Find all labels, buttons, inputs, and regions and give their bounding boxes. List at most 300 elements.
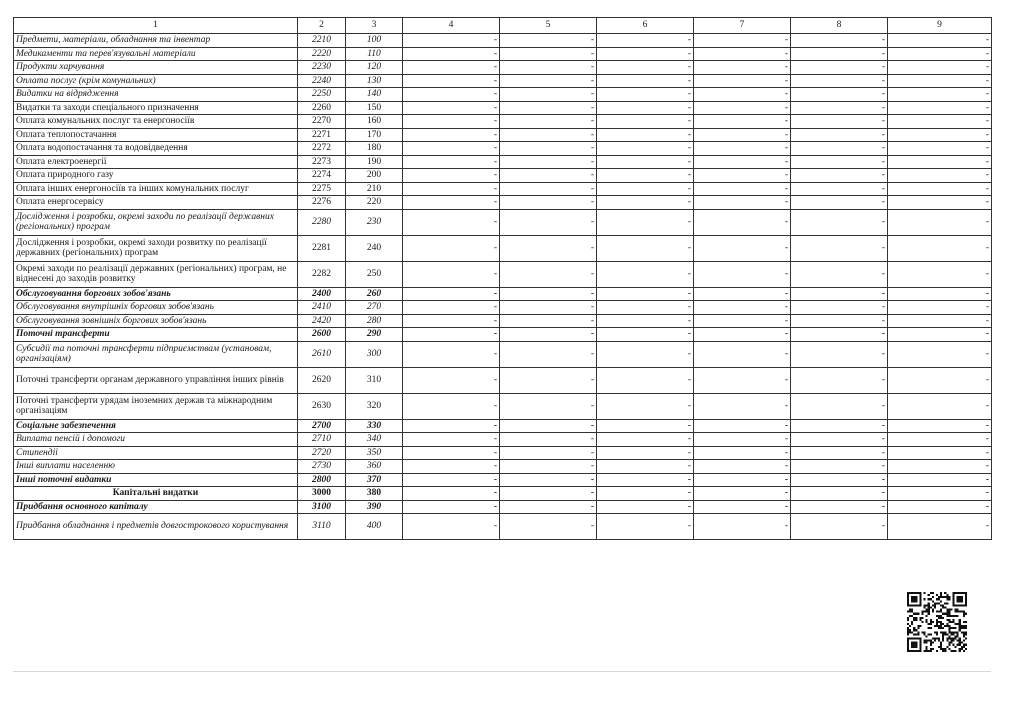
table-row (14, 261, 992, 287)
row-value-cell: - (694, 341, 791, 367)
row-value-cell: - (403, 61, 500, 75)
table-row (14, 328, 992, 342)
row-value-cell: - (500, 101, 597, 115)
row-line-number: 150 (346, 101, 403, 115)
row-value-cell: - (888, 446, 992, 460)
row-value-cell: - (403, 419, 500, 433)
row-line-number: 100 (346, 34, 403, 48)
row-value-cell: - (791, 142, 888, 156)
row-line-number: 210 (346, 182, 403, 196)
row-value-cell: - (791, 460, 888, 474)
row-line-number: 350 (346, 446, 403, 460)
row-value-cell: - (694, 101, 791, 115)
row-value-cell: - (500, 433, 597, 447)
row-kekv-code: 3100 (298, 500, 346, 514)
row-value-cell: - (500, 367, 597, 393)
row-value-cell: - (597, 155, 694, 169)
row-value-cell: - (403, 328, 500, 342)
table-row (14, 419, 992, 433)
row-value-cell: - (791, 419, 888, 433)
row-value-cell: - (888, 419, 992, 433)
row-line-number: 250 (346, 261, 403, 287)
row-value-cell: - (403, 367, 500, 393)
row-value-cell: - (500, 34, 597, 48)
row-line-number: 260 (346, 287, 403, 301)
row-value-cell: - (500, 446, 597, 460)
row-value-cell: - (888, 101, 992, 115)
row-value-cell: - (403, 101, 500, 115)
row-item-name: Продукти харчування (14, 61, 298, 75)
row-value-cell: - (597, 514, 694, 540)
row-kekv-code: 2220 (298, 47, 346, 61)
row-value-cell: - (500, 61, 597, 75)
row-value-cell: - (403, 433, 500, 447)
table-row (14, 142, 992, 156)
row-item-name: Поточні трансферти органам державного управління інших рівнів (14, 367, 298, 393)
table-row (14, 196, 992, 210)
row-value-cell: - (500, 196, 597, 210)
row-item-name: Придбання обладнання і предметів довгострокового користування (14, 514, 298, 540)
row-value-cell: - (888, 155, 992, 169)
row-line-number: 110 (346, 47, 403, 61)
column-header: 5 (500, 18, 597, 34)
row-kekv-code: 2610 (298, 341, 346, 367)
row-item-name: Обслуговування боргових зобов'язань (14, 287, 298, 301)
row-value-cell: - (597, 115, 694, 129)
row-item-name: Оплата електроенергії (14, 155, 298, 169)
row-value-cell: - (694, 287, 791, 301)
row-item-name: Оплата природного газу (14, 169, 298, 183)
row-value-cell: - (403, 261, 500, 287)
table-row (14, 341, 992, 367)
row-value-cell: - (791, 314, 888, 328)
row-value-cell: - (403, 128, 500, 142)
row-value-cell: - (888, 128, 992, 142)
row-line-number: 200 (346, 169, 403, 183)
row-value-cell: - (888, 487, 992, 501)
table-row (14, 500, 992, 514)
row-kekv-code: 2710 (298, 433, 346, 447)
row-item-name: Інші поточні видатки (14, 473, 298, 487)
row-value-cell: - (500, 419, 597, 433)
row-value-cell: - (791, 301, 888, 315)
row-value-cell: - (597, 196, 694, 210)
column-header: 9 (888, 18, 992, 34)
row-value-cell: - (597, 419, 694, 433)
row-kekv-code: 2620 (298, 367, 346, 393)
row-value-cell: - (597, 182, 694, 196)
row-value-cell: - (791, 487, 888, 501)
row-value-cell: - (694, 47, 791, 61)
row-value-cell: - (791, 235, 888, 261)
row-value-cell: - (791, 47, 888, 61)
row-value-cell: - (403, 115, 500, 129)
row-item-name: Субсидії та поточні трансферти підприємствам (установам, організаціям) (14, 341, 298, 367)
row-kekv-code: 2275 (298, 182, 346, 196)
table-row (14, 182, 992, 196)
row-line-number: 330 (346, 419, 403, 433)
row-value-cell: - (791, 34, 888, 48)
row-kekv-code: 2600 (298, 328, 346, 342)
row-value-cell: - (597, 487, 694, 501)
row-value-cell: - (403, 155, 500, 169)
row-kekv-code: 2630 (298, 393, 346, 419)
row-value-cell: - (888, 88, 992, 102)
row-value-cell: - (597, 328, 694, 342)
row-value-cell: - (888, 514, 992, 540)
row-value-cell: - (888, 169, 992, 183)
row-value-cell: - (500, 74, 597, 88)
row-value-cell: - (500, 235, 597, 261)
row-value-cell: - (694, 196, 791, 210)
row-value-cell: - (403, 74, 500, 88)
table-row (14, 367, 992, 393)
column-header: 1 (14, 18, 298, 34)
row-value-cell: - (500, 88, 597, 102)
row-line-number: 290 (346, 328, 403, 342)
row-value-cell: - (888, 235, 992, 261)
row-item-name: Капітальні видатки (14, 487, 298, 501)
row-kekv-code: 2250 (298, 88, 346, 102)
row-value-cell: - (597, 142, 694, 156)
row-value-cell: - (597, 128, 694, 142)
row-value-cell: - (791, 101, 888, 115)
row-value-cell: - (403, 196, 500, 210)
row-value-cell: - (694, 169, 791, 183)
row-kekv-code: 2700 (298, 419, 346, 433)
row-line-number: 140 (346, 88, 403, 102)
row-kekv-code: 2281 (298, 235, 346, 261)
row-value-cell: - (791, 182, 888, 196)
table-row (14, 47, 992, 61)
row-value-cell: - (597, 341, 694, 367)
row-value-cell: - (597, 88, 694, 102)
row-value-cell: - (694, 209, 791, 235)
row-line-number: 130 (346, 74, 403, 88)
row-value-cell: - (791, 61, 888, 75)
row-value-cell: - (597, 393, 694, 419)
row-value-cell: - (597, 209, 694, 235)
row-value-cell: - (597, 287, 694, 301)
table-row (14, 301, 992, 315)
row-kekv-code: 2210 (298, 34, 346, 48)
row-value-cell: - (500, 393, 597, 419)
row-value-cell: - (403, 182, 500, 196)
row-kekv-code: 2272 (298, 142, 346, 156)
row-value-cell: - (500, 182, 597, 196)
table-body (14, 18, 992, 540)
row-kekv-code: 3000 (298, 487, 346, 501)
row-kekv-code: 2271 (298, 128, 346, 142)
row-value-cell: - (597, 34, 694, 48)
row-item-name: Поточні трансферти урядам іноземних держав та міжнародним організаціям (14, 393, 298, 419)
row-value-cell: - (791, 393, 888, 419)
row-kekv-code: 2410 (298, 301, 346, 315)
column-number-header-row (14, 18, 992, 34)
table-row (14, 487, 992, 501)
row-line-number: 280 (346, 314, 403, 328)
row-line-number: 390 (346, 500, 403, 514)
row-value-cell: - (403, 341, 500, 367)
row-value-cell: - (597, 473, 694, 487)
row-value-cell: - (888, 367, 992, 393)
column-header: 2 (298, 18, 346, 34)
row-item-name: Оплата теплопостачання (14, 128, 298, 142)
row-value-cell: - (694, 433, 791, 447)
column-header: 3 (346, 18, 403, 34)
table-row (14, 74, 992, 88)
row-item-name: Соціальне забезпечення (14, 419, 298, 433)
column-header: 8 (791, 18, 888, 34)
row-value-cell: - (597, 446, 694, 460)
row-line-number: 170 (346, 128, 403, 142)
row-value-cell: - (500, 473, 597, 487)
row-item-name: Обслуговування зовнішніх боргових зобов'язань (14, 314, 298, 328)
row-item-name: Окремі заходи по реалізації державних (регіональних) програм, не віднесені до заходів розвитку (14, 261, 298, 287)
row-line-number: 160 (346, 115, 403, 129)
row-value-cell: - (597, 500, 694, 514)
row-value-cell: - (597, 235, 694, 261)
row-value-cell: - (403, 209, 500, 235)
row-value-cell: - (888, 74, 992, 88)
row-line-number: 340 (346, 433, 403, 447)
row-kekv-code: 2730 (298, 460, 346, 474)
row-kekv-code: 2273 (298, 155, 346, 169)
row-kekv-code: 2400 (298, 287, 346, 301)
row-value-cell: - (694, 142, 791, 156)
row-value-cell: - (403, 47, 500, 61)
row-value-cell: - (888, 196, 992, 210)
row-value-cell: - (791, 473, 888, 487)
row-value-cell: - (597, 301, 694, 315)
expenditure-table (13, 17, 992, 540)
row-line-number: 190 (346, 155, 403, 169)
row-kekv-code: 3110 (298, 514, 346, 540)
row-line-number: 370 (346, 473, 403, 487)
row-value-cell: - (500, 314, 597, 328)
row-value-cell: - (791, 328, 888, 342)
table-row (14, 34, 992, 48)
row-value-cell: - (597, 169, 694, 183)
row-value-cell: - (791, 514, 888, 540)
column-header: 7 (694, 18, 791, 34)
row-value-cell: - (888, 393, 992, 419)
row-value-cell: - (888, 115, 992, 129)
row-kekv-code: 2800 (298, 473, 346, 487)
table-row (14, 514, 992, 540)
table-row (14, 169, 992, 183)
row-value-cell: - (888, 328, 992, 342)
row-item-name: Придбання основного капіталу (14, 500, 298, 514)
table-row (14, 88, 992, 102)
row-value-cell: - (500, 287, 597, 301)
row-value-cell: - (403, 460, 500, 474)
row-value-cell: - (888, 314, 992, 328)
row-kekv-code: 2270 (298, 115, 346, 129)
row-value-cell: - (694, 460, 791, 474)
table-row (14, 101, 992, 115)
row-value-cell: - (888, 341, 992, 367)
row-value-cell: - (694, 61, 791, 75)
row-line-number: 300 (346, 341, 403, 367)
row-item-name: Оплата водопостачання та водовідведення (14, 142, 298, 156)
row-value-cell: - (500, 47, 597, 61)
table-row (14, 235, 992, 261)
row-value-cell: - (791, 446, 888, 460)
row-value-cell: - (403, 514, 500, 540)
row-item-name: Дослідження і розробки, окремі заходи по реалізації державних (регіональних) програм (14, 209, 298, 235)
row-value-cell: - (403, 235, 500, 261)
table-row (14, 128, 992, 142)
row-value-cell: - (791, 74, 888, 88)
row-item-name: Оплата інших енергоносіїв та інших комунальних послуг (14, 182, 298, 196)
row-line-number: 180 (346, 142, 403, 156)
row-value-cell: - (888, 61, 992, 75)
row-line-number: 400 (346, 514, 403, 540)
row-value-cell: - (597, 314, 694, 328)
row-value-cell: - (791, 287, 888, 301)
row-value-cell: - (791, 500, 888, 514)
row-value-cell: - (888, 34, 992, 48)
row-item-name: Предмети, матеріали, обладнання та інвентар (14, 34, 298, 48)
row-value-cell: - (500, 128, 597, 142)
row-value-cell: - (694, 74, 791, 88)
row-value-cell: - (694, 34, 791, 48)
row-value-cell: - (888, 500, 992, 514)
row-line-number: 230 (346, 209, 403, 235)
table-row (14, 460, 992, 474)
row-kekv-code: 2420 (298, 314, 346, 328)
row-value-cell: - (694, 514, 791, 540)
column-header: 4 (403, 18, 500, 34)
row-value-cell: - (888, 301, 992, 315)
column-header: 6 (597, 18, 694, 34)
row-value-cell: - (791, 155, 888, 169)
row-value-cell: - (888, 287, 992, 301)
row-value-cell: - (694, 115, 791, 129)
row-value-cell: - (694, 500, 791, 514)
row-value-cell: - (694, 367, 791, 393)
row-item-name: Поточні трансферти (14, 328, 298, 342)
row-value-cell: - (888, 47, 992, 61)
table-row (14, 209, 992, 235)
row-value-cell: - (888, 261, 992, 287)
row-value-cell: - (791, 367, 888, 393)
row-value-cell: - (694, 446, 791, 460)
table-row (14, 446, 992, 460)
table-row (14, 61, 992, 75)
row-item-name: Стипендії (14, 446, 298, 460)
row-value-cell: - (791, 169, 888, 183)
row-value-cell: - (403, 473, 500, 487)
row-line-number: 310 (346, 367, 403, 393)
row-value-cell: - (694, 155, 791, 169)
row-line-number: 320 (346, 393, 403, 419)
row-value-cell: - (500, 155, 597, 169)
row-value-cell: - (597, 47, 694, 61)
row-value-cell: - (500, 209, 597, 235)
qr-code-icon (907, 592, 967, 652)
row-value-cell: - (791, 433, 888, 447)
row-value-cell: - (500, 261, 597, 287)
row-item-name: Медикаменти та перев'язувальні матеріали (14, 47, 298, 61)
table-row (14, 155, 992, 169)
row-value-cell: - (791, 196, 888, 210)
row-value-cell: - (694, 301, 791, 315)
row-value-cell: - (403, 88, 500, 102)
row-value-cell: - (694, 328, 791, 342)
row-value-cell: - (597, 74, 694, 88)
row-item-name: Інші виплати населенню (14, 460, 298, 474)
row-value-cell: - (403, 393, 500, 419)
row-line-number: 270 (346, 301, 403, 315)
row-value-cell: - (597, 460, 694, 474)
table-row (14, 433, 992, 447)
row-value-cell: - (403, 34, 500, 48)
row-line-number: 380 (346, 487, 403, 501)
row-line-number: 120 (346, 61, 403, 75)
row-value-cell: - (597, 433, 694, 447)
row-value-cell: - (888, 142, 992, 156)
row-value-cell: - (888, 209, 992, 235)
row-value-cell: - (888, 433, 992, 447)
row-item-name: Видатки на відрядження (14, 88, 298, 102)
table-row (14, 115, 992, 129)
table-row (14, 393, 992, 419)
table-row (14, 287, 992, 301)
row-line-number: 220 (346, 196, 403, 210)
row-value-cell: - (888, 473, 992, 487)
row-item-name: Оплата енергосервісу (14, 196, 298, 210)
row-kekv-code: 2260 (298, 101, 346, 115)
row-value-cell: - (694, 419, 791, 433)
row-value-cell: - (694, 314, 791, 328)
row-value-cell: - (403, 500, 500, 514)
row-line-number: 240 (346, 235, 403, 261)
row-value-cell: - (597, 261, 694, 287)
row-value-cell: - (791, 88, 888, 102)
row-value-cell: - (694, 487, 791, 501)
row-value-cell: - (694, 473, 791, 487)
row-value-cell: - (403, 142, 500, 156)
row-value-cell: - (403, 301, 500, 315)
row-kekv-code: 2230 (298, 61, 346, 75)
row-value-cell: - (500, 487, 597, 501)
row-value-cell: - (403, 287, 500, 301)
faint-footer-strip (13, 671, 991, 684)
row-value-cell: - (500, 514, 597, 540)
row-value-cell: - (694, 88, 791, 102)
row-item-name: Обслуговування внутрішніх боргових зобов'язань (14, 301, 298, 315)
table-row (14, 473, 992, 487)
row-value-cell: - (403, 446, 500, 460)
row-kekv-code: 2276 (298, 196, 346, 210)
table-row (14, 314, 992, 328)
row-value-cell: - (694, 261, 791, 287)
row-value-cell: - (403, 169, 500, 183)
row-value-cell: - (791, 115, 888, 129)
row-value-cell: - (791, 128, 888, 142)
row-line-number: 360 (346, 460, 403, 474)
row-kekv-code: 2280 (298, 209, 346, 235)
row-value-cell: - (500, 115, 597, 129)
row-value-cell: - (791, 209, 888, 235)
row-value-cell: - (500, 301, 597, 315)
row-value-cell: - (500, 169, 597, 183)
row-kekv-code: 2282 (298, 261, 346, 287)
row-value-cell: - (597, 61, 694, 75)
row-value-cell: - (597, 367, 694, 393)
